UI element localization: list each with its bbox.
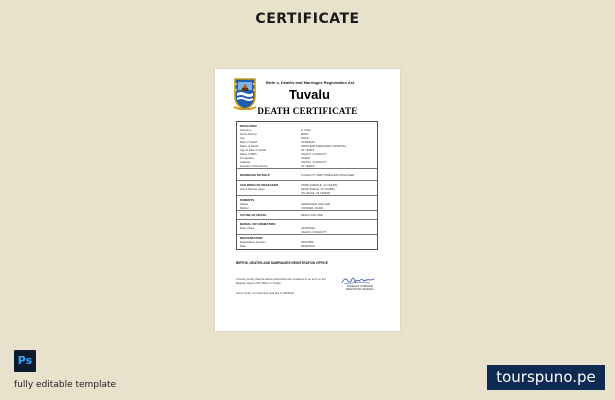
- field-label: MARRIAGE DETAILS: [240, 173, 270, 177]
- field-value: VAIAKU, FUNAFUTI: [301, 152, 327, 156]
- field-value: MING: [301, 132, 309, 136]
- deceased-section: [237, 122, 377, 169]
- field-value: ANNE (FEMALE, 10 YEARS): [301, 183, 338, 187]
- field-label: Date of Death: [240, 140, 258, 144]
- field-value: 16 YEARS: [301, 164, 315, 168]
- marriage-section: [237, 169, 377, 181]
- field-value: 04/06/2022: [301, 226, 315, 230]
- page-title: CERTIFICATE: [255, 11, 360, 27]
- certificate-title: DEATH CERTIFICATE: [257, 106, 358, 116]
- field-label: BURIAL OR CREMATION: [240, 222, 276, 226]
- field-value: VAIAKU, FUNAFUTI: [301, 230, 327, 234]
- field-value: CLERK: [301, 156, 311, 160]
- field-value: COOPER, MARIA: [301, 206, 324, 210]
- field-value: LI XIAO: [301, 128, 311, 132]
- field-value: FUNAFUTI, 2008 TIOMALIMA SCHAFFER: [301, 173, 355, 177]
- field-label: Occupation: [240, 156, 255, 160]
- cause-section: [237, 211, 377, 220]
- field-value: PRINCESS MARGARET HOSPITAL: [301, 144, 347, 148]
- field-label: Father: [240, 202, 249, 206]
- field-value: VAIAKU, FUNAFUTI: [301, 160, 327, 164]
- field-value: RENAL FAILURE: [301, 213, 323, 217]
- field-label: Duration of Residence: [240, 164, 268, 168]
- field-label: Surname: [240, 128, 252, 132]
- photoshop-label: Ps: [17, 354, 33, 367]
- field-label: REGISTRATION: [240, 236, 263, 240]
- field-label: Address: [240, 160, 251, 164]
- certification-text: I hereby certify that the above particulars are contained in an entry in the Register kept in this Office in Tuvalu: [236, 277, 326, 285]
- field-label: Mother: [240, 206, 249, 210]
- tuvalu-emblem-icon: [231, 76, 259, 110]
- brand-badge: tourspuno.pe: [487, 365, 605, 390]
- field-label: Sex: [240, 136, 245, 140]
- field-label: Given Names: [240, 132, 257, 136]
- field-value: JIN (MALE, 15 YEARS): [301, 191, 331, 195]
- field-label: PARENTS: [240, 198, 255, 202]
- country-name: Tuvalu: [289, 87, 330, 102]
- signatory-title: REGISTRAR GENERAL: [345, 288, 375, 292]
- field-label: Date, Place: [240, 226, 255, 230]
- certificate-details-table: [236, 121, 378, 250]
- field-label: Registration Number: [240, 240, 266, 244]
- field-value: KEVIN (MALE, 13 YEARS): [301, 187, 335, 191]
- field-label: Place of Death: [240, 144, 259, 148]
- field-value: 08/06/2022: [301, 244, 315, 248]
- registration-office: BIRTHS, DEATHS AND MARRIAGES REGISTRATION OFFICE: [236, 261, 328, 265]
- field-label: CAUSE OF DEATH: [240, 213, 267, 217]
- registration-section: [237, 235, 377, 249]
- field-value: SHENGUEN, WILLIAM: [301, 202, 330, 206]
- burial-section: [237, 220, 377, 235]
- signatory-name: DANIELLE OSBORNE: [346, 285, 374, 288]
- field-label: Given Names, Ages: [240, 187, 265, 191]
- signatory-block: [340, 285, 380, 292]
- field-label: Age at Date of Death: [240, 148, 267, 152]
- field-label: Place of Birth: [240, 152, 257, 156]
- field-value: 20041589: [301, 240, 314, 244]
- editable-template-label: fully editable template: [14, 380, 117, 390]
- field-value: 01/06/2022: [301, 140, 315, 144]
- given-date-text: Given under my hand and seal this 17/06/2022: [236, 291, 294, 295]
- act-title: Birth s, Deaths and Marriages Registration Act: [266, 80, 355, 85]
- parents-section: [237, 196, 377, 211]
- certificate-document: [215, 69, 400, 331]
- field-label: CHILDREN OF DECEASED: [240, 183, 279, 187]
- field-label: DECEASED: [240, 124, 257, 128]
- photoshop-icon: [14, 350, 36, 372]
- field-value: 46 YEARS: [301, 148, 315, 152]
- field-value: MALE: [301, 136, 309, 140]
- children-section: [237, 181, 377, 196]
- field-label: Date: [240, 244, 246, 248]
